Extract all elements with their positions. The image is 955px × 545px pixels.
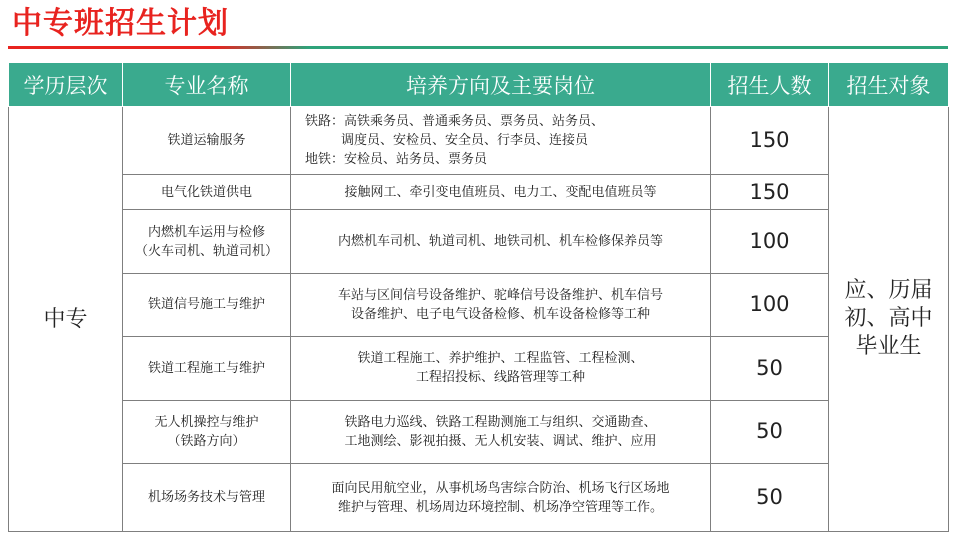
direction-line: 维护与管理、机场周边环境控制、机场净空管理等工作。 — [337, 499, 663, 515]
direction-line: 内燃机车司机、轨道司机、地铁司机、机车检修保养员等 — [337, 234, 663, 250]
direction-line: 调度员、安检员、安全员、行李员、连接员 — [341, 133, 589, 148]
major-cell — [123, 464, 291, 532]
title-divider — [8, 46, 948, 49]
target-line: 毕业生 — [855, 334, 922, 359]
table-row — [9, 464, 949, 532]
direction-line: 设备维护、电子电气设备检修、机车设备检修等工种 — [350, 306, 650, 322]
direction-line: 接触网工、牵引变电值班员、电力工、变配电值班员等 — [344, 184, 657, 200]
count-cell: 100 — [711, 210, 829, 273]
major-cell — [123, 400, 291, 463]
major-line: 铁道运输服务 — [167, 133, 246, 148]
direction-cell — [291, 175, 711, 210]
header-target: 招生对象 — [829, 63, 949, 107]
major-line: 机场场务技术与管理 — [147, 490, 265, 505]
major-cell — [123, 210, 291, 273]
count-cell: 50 — [711, 400, 829, 463]
direction-line: 工地测绘、影视拍摄、无人机安装、调试、维护、应用 — [344, 433, 657, 449]
major-line: （火车司机、轨道司机） — [134, 243, 278, 259]
table-row — [9, 337, 949, 400]
header-level: 学历层次 — [9, 63, 123, 107]
direction-cell — [291, 337, 711, 400]
direction-cell — [291, 107, 711, 175]
major-cell — [123, 337, 291, 400]
direction-cell — [291, 464, 711, 532]
table-row — [9, 400, 949, 463]
major-line: 内燃机车运用与检修 — [147, 224, 265, 240]
major-cell — [123, 107, 291, 175]
direction-line: 铁路：高铁乘务员、普通乘务员、票务员、站务员、 — [305, 114, 605, 129]
major-line: 无人机操控与维护 — [154, 414, 259, 430]
direction-cell — [291, 210, 711, 273]
count-cell: 150 — [711, 107, 829, 175]
major-cell — [123, 273, 291, 336]
table-row — [9, 107, 949, 175]
header-count: 招生人数 — [711, 63, 829, 107]
direction-line: 地铁：安检员、站务员、票务员 — [305, 152, 488, 167]
direction-cell — [291, 273, 711, 336]
direction-line: 铁路电力巡线、铁路工程勘测施工与组织、交通勘查、 — [344, 414, 657, 430]
direction-line: 面向民用航空业，从事机场鸟害综合防治、机场飞行区场地 — [331, 480, 670, 496]
count-cell: 150 — [711, 175, 829, 210]
direction-line: 车站与区间信号设备维护、驼峰信号设备维护、机车信号 — [337, 287, 663, 303]
direction-line: 工程招投标、线路管理等工种 — [415, 370, 585, 386]
table-row — [9, 175, 949, 210]
header-major: 专业名称 — [123, 63, 291, 107]
direction-cell — [291, 400, 711, 463]
level-cell: 中专 — [9, 107, 123, 532]
major-cell — [123, 175, 291, 210]
page-title: 中专班招生计划 — [12, 6, 229, 41]
major-line: （铁路方向） — [167, 433, 246, 449]
count-cell: 100 — [711, 273, 829, 336]
table-header-row — [9, 63, 949, 107]
major-line: 铁道信号施工与维护 — [147, 297, 265, 313]
header-direction: 培养方向及主要岗位 — [291, 63, 711, 107]
major-line: 铁道工程施工与维护 — [147, 360, 265, 376]
major-line: 电气化铁道供电 — [160, 184, 252, 200]
target-cell — [829, 107, 949, 532]
target-line: 应、历届 — [844, 278, 933, 303]
count-cell: 50 — [711, 337, 829, 400]
target-line: 初、高中 — [844, 306, 933, 331]
count-cell: 50 — [711, 464, 829, 532]
table-row — [9, 273, 949, 336]
direction-line: 铁道工程施工、养护维护、工程监管、工程检测、 — [357, 351, 644, 367]
table-row — [9, 210, 949, 273]
enrollment-table — [8, 62, 949, 532]
